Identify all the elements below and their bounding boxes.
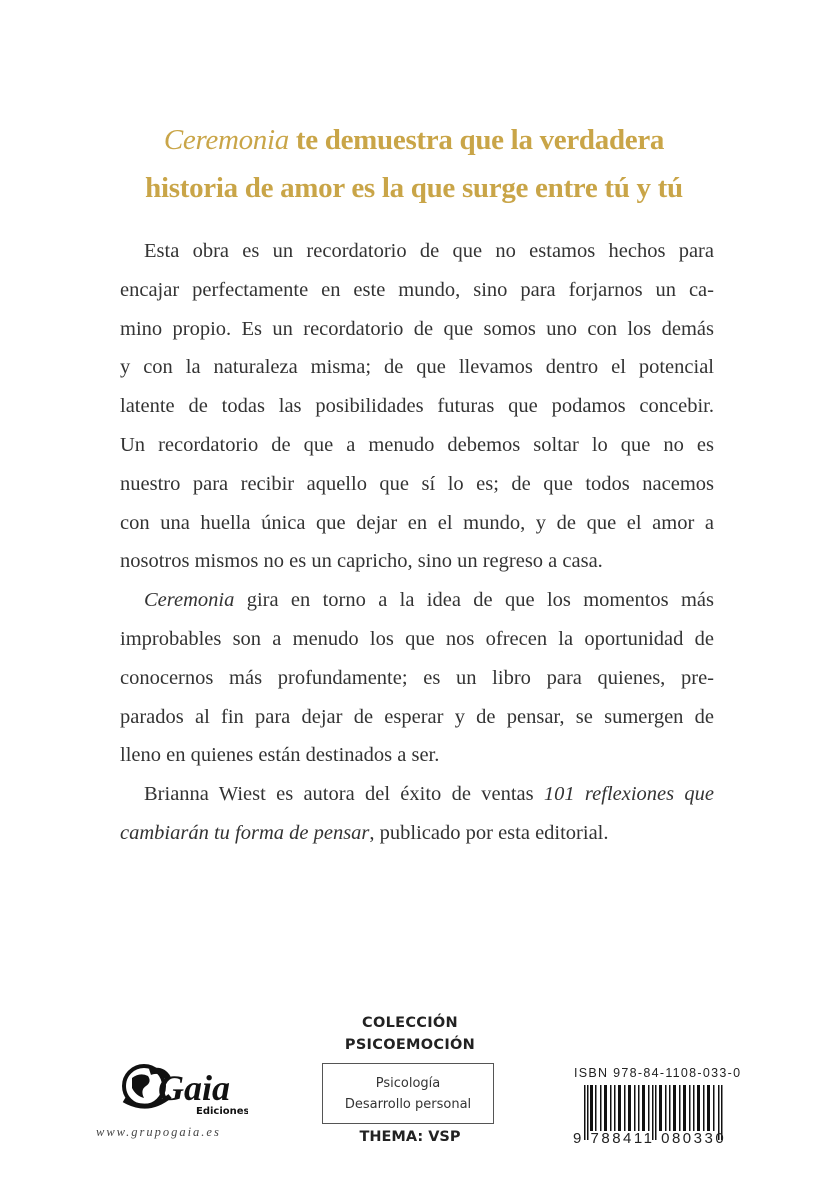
headline [0, 116, 828, 212]
body-line: y con la naturaleza misma; de que llevamos dentro el potencial [120, 356, 714, 379]
body-line: Esta obra es un recordatorio de que no estamos hechos para [144, 240, 714, 262]
body-line: conocernos más profundamente; es un libro para quienes, pre- [120, 666, 714, 689]
subject-item: Psicología [375, 1076, 441, 1091]
headline-title-italic: Ceremonia [163, 124, 289, 156]
body-line: lleno en quienes están destinados a ser. [120, 744, 440, 767]
body-line: mino propio. Es un recordatorio de que somos uno con los demás [120, 317, 714, 340]
svg-text:Ediciones: Ediciones [196, 1106, 248, 1117]
body-line: nuestro para recibir aquello que sí lo es; de que todos nacemos [120, 472, 714, 495]
body-line: improbables son a menudo los que nos ofrecen la oportunidad de [120, 627, 714, 650]
body-line-text: gira en torno a la idea de que los momentos más [234, 589, 714, 612]
collection-name [300, 1012, 520, 1056]
body-line: Un recordatorio de que a menudo debemos soltar lo que no es [120, 433, 714, 456]
other-book-title: 101 reflexiones que [543, 783, 714, 806]
barcode-digits: 9 788411 080330 [573, 1130, 727, 1147]
body-line: latente de todas las posibilidades futuras que podamos concebir. [120, 395, 714, 418]
body-line [120, 775, 714, 814]
body-line [120, 581, 714, 620]
globe-icon [118, 1060, 248, 1118]
subject-box [322, 1063, 494, 1124]
headline-line-2: historia de amor es la que surge entre tú y tú [145, 172, 683, 204]
body-line [120, 814, 714, 853]
publisher-url[interactable]: www.grupogaia.es [96, 1125, 221, 1139]
author-line-text: Brianna Wiest es autora del éxito de ventas [144, 783, 544, 806]
isbn-label: ISBN 978-84-1108-033-0 [574, 1066, 742, 1080]
body-line: encajar perfectamente en este mundo, sino para forjarnos un ca- [120, 278, 714, 301]
collection-line-1: COLECCIÓN [362, 1015, 458, 1031]
collection-line-2: PSICOEMOCIÓN [344, 1037, 476, 1053]
headline-line-1 [0, 116, 828, 164]
thema-code: THEMA: VSP [359, 1129, 461, 1145]
description-body [120, 232, 714, 853]
other-book-title: cambiarán tu forma de pensar [120, 821, 370, 844]
body-line-text: , publicado por esta editorial. [369, 821, 609, 844]
body-line: nosotros mismos no es un capricho, sino un regreso a casa. [120, 550, 603, 573]
svg-text:Gaia: Gaia [158, 1068, 230, 1108]
body-line: parados al fin para dejar de esperar y de pensar, se sumergen de [120, 705, 714, 728]
gaia-logo [118, 1060, 248, 1118]
body-line: con una huella única que dejar en el mundo, y de que el amor a [120, 511, 714, 534]
book-title-italic: Ceremonia [144, 589, 235, 612]
headline-line-1-text: te demuestra que la verdadera [288, 124, 665, 156]
subject-item: Desarrollo personal [344, 1097, 472, 1112]
